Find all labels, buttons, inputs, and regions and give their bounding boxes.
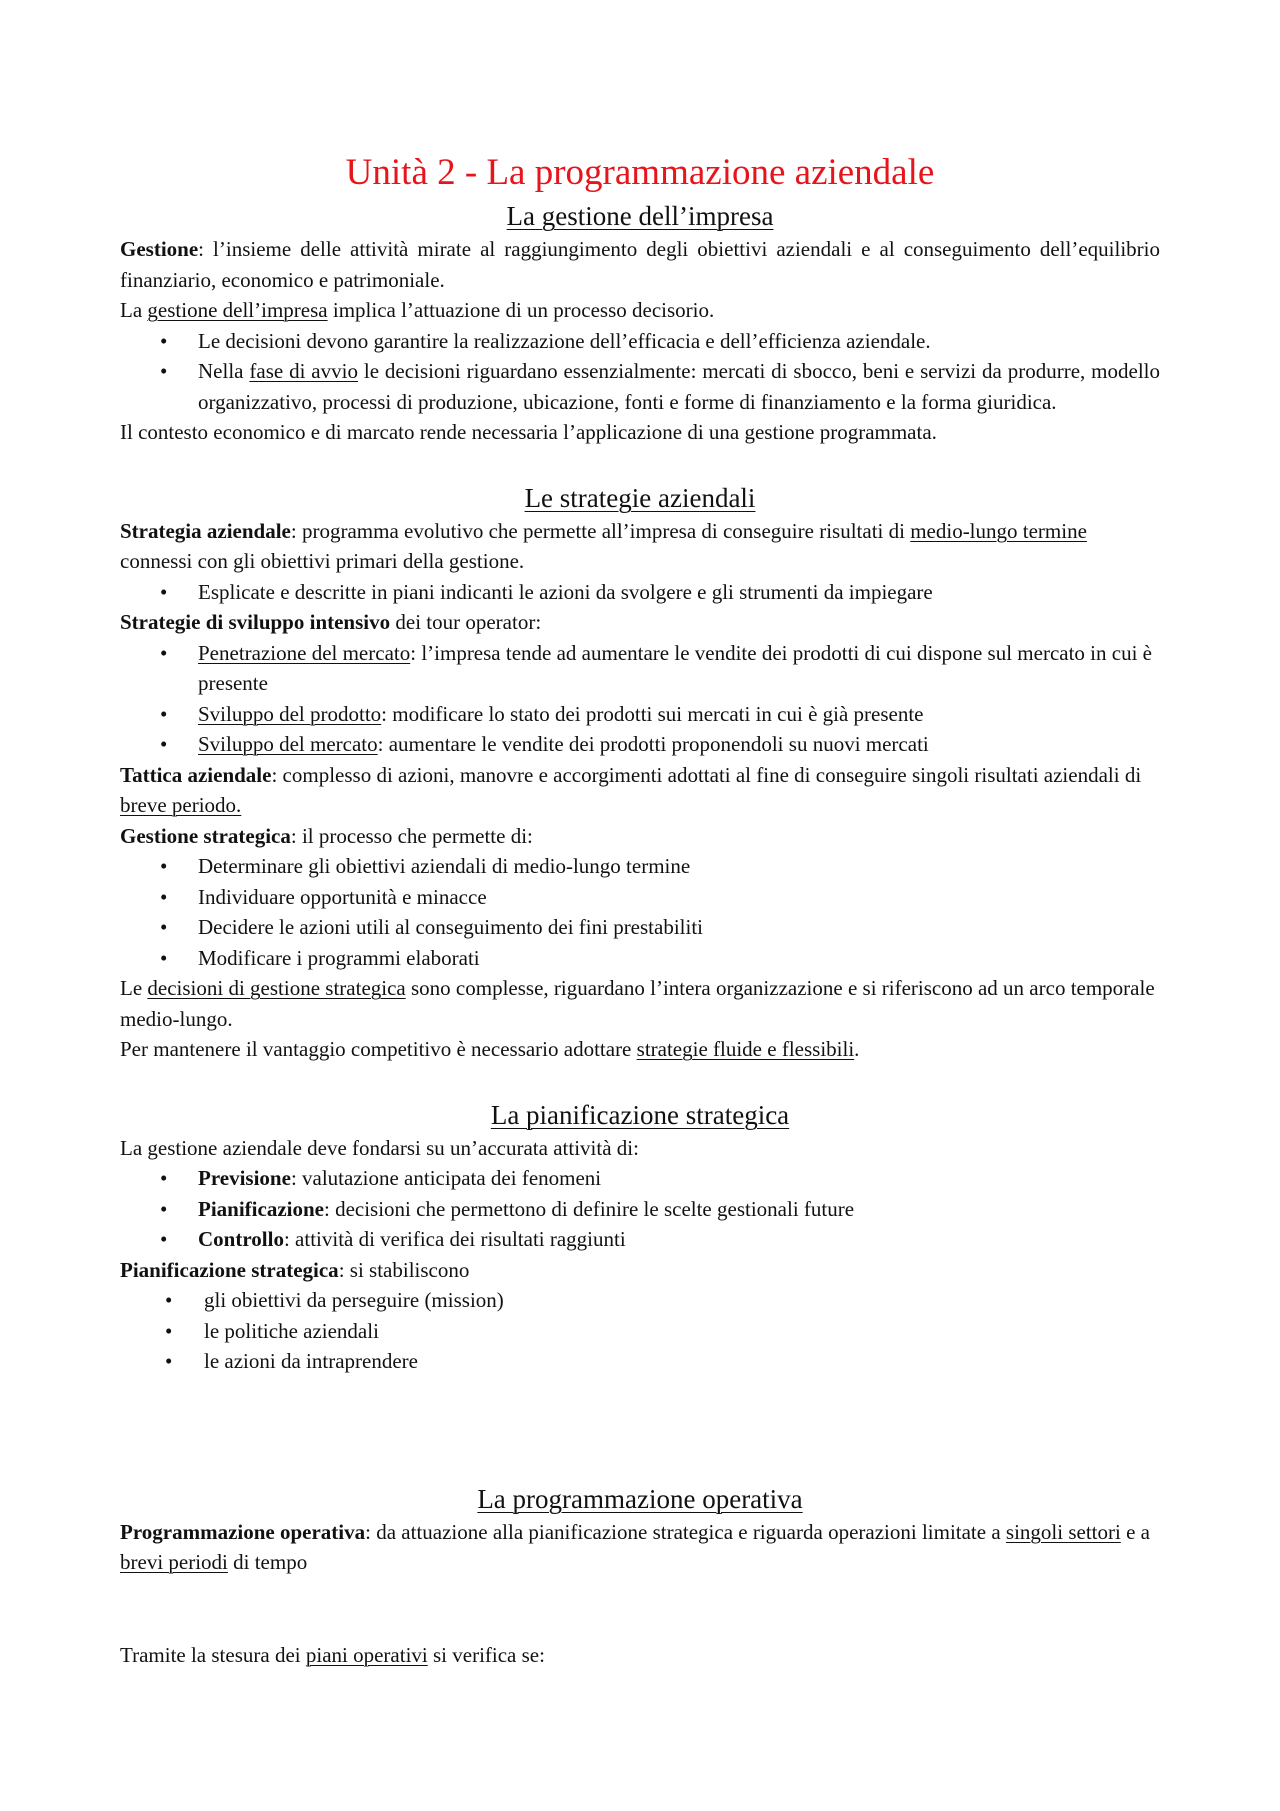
paragraph-piani-operativi: Tramite la stesura dei piani operativi si verifica se: [120,1642,545,1667]
list-item: • Controllo: attività di verifica dei risultati raggiunti [120,1224,1160,1255]
list-item: • le politiche aziendali [120,1316,1160,1347]
list-item: • Modificare i programmi elaborati [120,943,1160,974]
paragraph-programmazione-operativa: Programmazione operativa: da attuazione alla pianificazione strategica e riguarda operazioni limitate a singoli settori e a brevi periodi di tempo [120,1519,1150,1574]
bullet-list-decisioni [120,326,1160,418]
list-item: • Nella fase di avvio le decisioni riguardano essenzialmente: mercati di sbocco, beni e servizi da produrre, modello organizzativo, processi di produzione, ubicazione, fonti e forme di finanziamento e la forma giuridica. [120,356,1160,417]
bullet-list-attivita [120,1163,1160,1255]
bullet-list-stabiliscono [120,1285,1160,1377]
paragraph-pianificazione-strategica: Pianificazione strategica: si stabiliscono [120,1257,470,1282]
list-item: • Sviluppo del prodotto: modificare lo stato dei prodotti sui mercati in cui è già presente [120,699,1160,730]
document-page [120,150,1160,1670]
section-heading-strategie: Le strategie aziendali [524,482,756,513]
bullet-list-gestione-strategica [120,851,1160,973]
paragraph-sviluppo-intensivo: Strategie di sviluppo intensivo dei tour operator: [120,610,542,634]
paragraph-vantaggio-competitivo: Per mantenere il vantaggio competitivo è necessario adottare strategie fluide e flessibili. [120,1037,860,1061]
paragraph-tattica: Tattica aziendale: complesso di azioni, manovre e accorgimenti adottati al fine di conseguire singoli risultati aziendali di breve periodo. [120,762,1142,817]
list-item: • Sviluppo del mercato: aumentare le vendite dei prodotti proponendoli su nuovi mercati [120,729,1160,760]
list-item: • Pianificazione: decisioni che permettono di definire le scelte gestionali future [120,1194,1160,1225]
list-item: • Determinare gli obiettivi aziendali di medio-lungo termine [120,851,1160,882]
list-item: • gli obiettivi da perseguire (mission) [120,1285,1160,1316]
list-item: • Penetrazione del mercato: l’impresa tende ad aumentare le vendite dei prodotti di cui dispone sul mercato in cui è presente [120,638,1160,699]
list-item: • Individuare opportunità e minacce [120,882,1160,913]
paragraph-contesto: Il contesto economico e di marcato rende necessaria l’applicazione di una gestione programmata. [120,420,937,444]
paragraph-gestione-strategica: Gestione strategica: il processo che permette di: [120,823,533,848]
page-title: Unità 2 - La programmazione aziendale [345,152,935,193]
list-item: • Esplicate e descritte in piani indicanti le azioni da svolgere e gli strumenti da impiegare [120,577,1160,608]
bullet-list-sviluppo [120,638,1160,760]
paragraph-strategia-definition: Strategia aziendale: programma evolutivo che permette all’impresa di conseguire risultati di medio-lungo termine connessi con gli obiettivi primari della gestione. [120,518,1087,573]
list-item: • Decidere le azioni utili al conseguimento dei fini prestabiliti [120,912,1160,943]
paragraph-attivita: La gestione aziendale deve fondarsi su un’accurata attività di: [120,1135,639,1160]
section-heading-pianificazione: La pianificazione strategica [490,1099,790,1130]
section-heading-programmazione: La programmazione operativa [477,1483,803,1514]
bullet-list-piani [120,577,1160,608]
paragraph-decisioni-strategiche: Le decisioni di gestione strategica sono complesse, riguardano l’intera organizzazione e si riferiscono ad un arco temporale medio-lungo. [120,976,1155,1031]
paragraph-gestione-impresa: La gestione dell’impresa implica l’attuazione di un processo decisorio. [120,298,715,322]
list-item: • Previsione: valutazione anticipata dei fenomeni [120,1163,1160,1194]
list-item: • le azioni da intraprendere [120,1346,1160,1377]
paragraph-gestione-definition: Gestione: l’insieme delle attività mirate al raggiungimento degli obiettivi aziendali e al conseguimento dell’equilibrio finanziario, economico e patrimoniale. [120,237,1160,292]
section-heading-gestione: La gestione dell’impresa [506,201,774,231]
list-item: • Le decisioni devono garantire la realizzazione dell’efficacia e dell’efficienza aziendale. [120,326,1160,357]
